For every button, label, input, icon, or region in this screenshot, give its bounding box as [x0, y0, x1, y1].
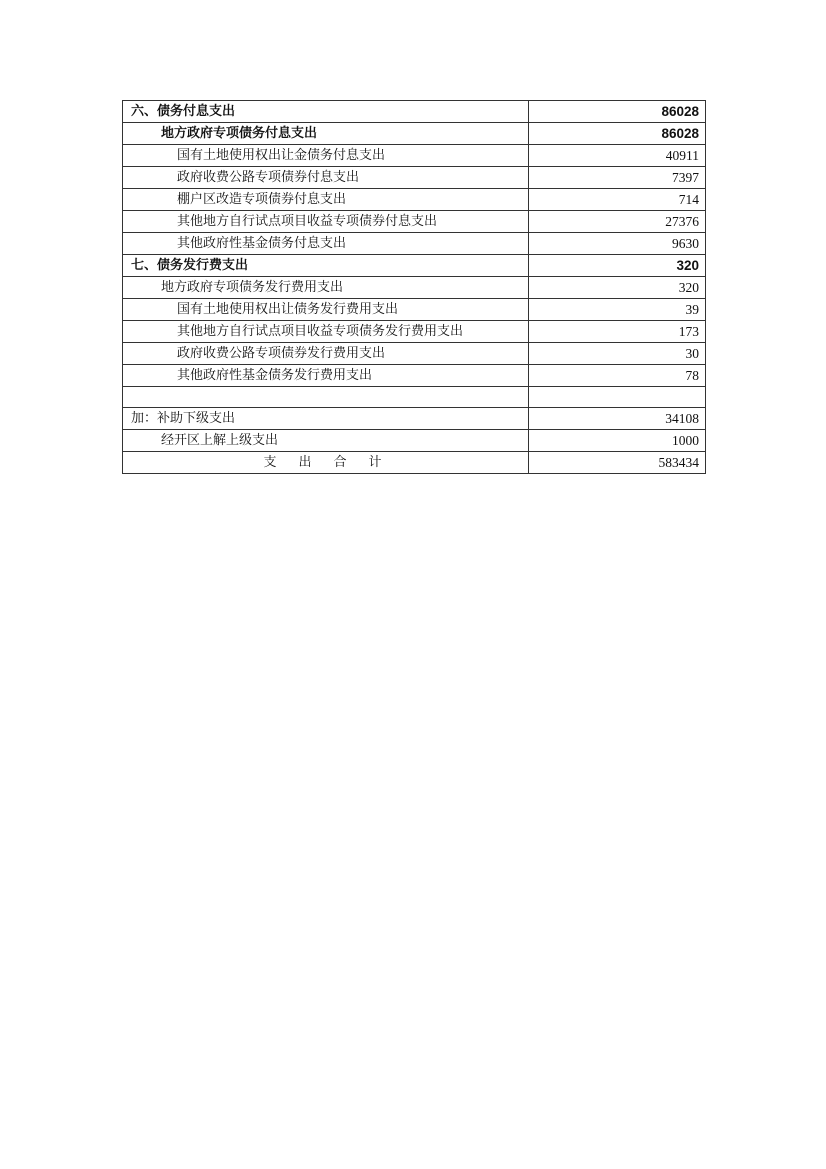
row-amount: 320: [529, 277, 706, 299]
total-label: 支出合计: [123, 452, 529, 474]
budget-expenditure-table: [122, 100, 706, 474]
row-amount: 86028: [529, 101, 706, 123]
row-amount: 86028: [529, 123, 706, 145]
row-label: 国有土地使用权出让债务发行费用支出: [123, 299, 529, 321]
table-row: [123, 365, 706, 387]
table-row: [123, 321, 706, 343]
row-amount: 1000: [529, 430, 706, 452]
table-row: [123, 299, 706, 321]
total-amount: 583434: [529, 452, 706, 474]
row-label: 政府收费公路专项债券发行费用支出: [123, 343, 529, 365]
row-amount: 173: [529, 321, 706, 343]
row-amount: 78: [529, 365, 706, 387]
row-label: 地方政府专项债务发行费用支出: [123, 277, 529, 299]
table-row: [123, 408, 706, 430]
row-label: 其他地方自行试点项目收益专项债务发行费用支出: [123, 321, 529, 343]
row-label: 七、债务发行费支出: [123, 255, 529, 277]
table-row: [123, 255, 706, 277]
table-row: [123, 145, 706, 167]
row-amount: 320: [529, 255, 706, 277]
total-row: [123, 452, 706, 474]
row-label: 其他政府性基金债务发行费用支出: [123, 365, 529, 387]
row-amount: 27376: [529, 211, 706, 233]
row-amount: 34108: [529, 408, 706, 430]
table-row: [123, 277, 706, 299]
table-body: [123, 101, 706, 474]
row-amount: 40911: [529, 145, 706, 167]
table-row: [123, 189, 706, 211]
row-label: [123, 387, 529, 408]
table-row: [123, 167, 706, 189]
table-row: [123, 233, 706, 255]
row-label: 其他地方自行试点项目收益专项债券付息支出: [123, 211, 529, 233]
row-label: 其他政府性基金债务付息支出: [123, 233, 529, 255]
table-row: [123, 343, 706, 365]
row-label: 政府收费公路专项债券付息支出: [123, 167, 529, 189]
table-row: [123, 101, 706, 123]
row-label: 经开区上解上级支出: [123, 430, 529, 452]
table-row: [123, 211, 706, 233]
row-amount: 9630: [529, 233, 706, 255]
row-label: 棚户区改造专项债券付息支出: [123, 189, 529, 211]
table-row: [123, 387, 706, 408]
row-amount: 714: [529, 189, 706, 211]
row-label: 六、债务付息支出: [123, 101, 529, 123]
table-row: [123, 123, 706, 145]
row-label: 地方政府专项债务付息支出: [123, 123, 529, 145]
row-label: 国有土地使用权出让金债务付息支出: [123, 145, 529, 167]
row-label: 加：补助下级支出: [123, 408, 529, 430]
row-amount: [529, 387, 706, 408]
row-amount: 30: [529, 343, 706, 365]
row-amount: 7397: [529, 167, 706, 189]
row-amount: 39: [529, 299, 706, 321]
table-row: [123, 430, 706, 452]
